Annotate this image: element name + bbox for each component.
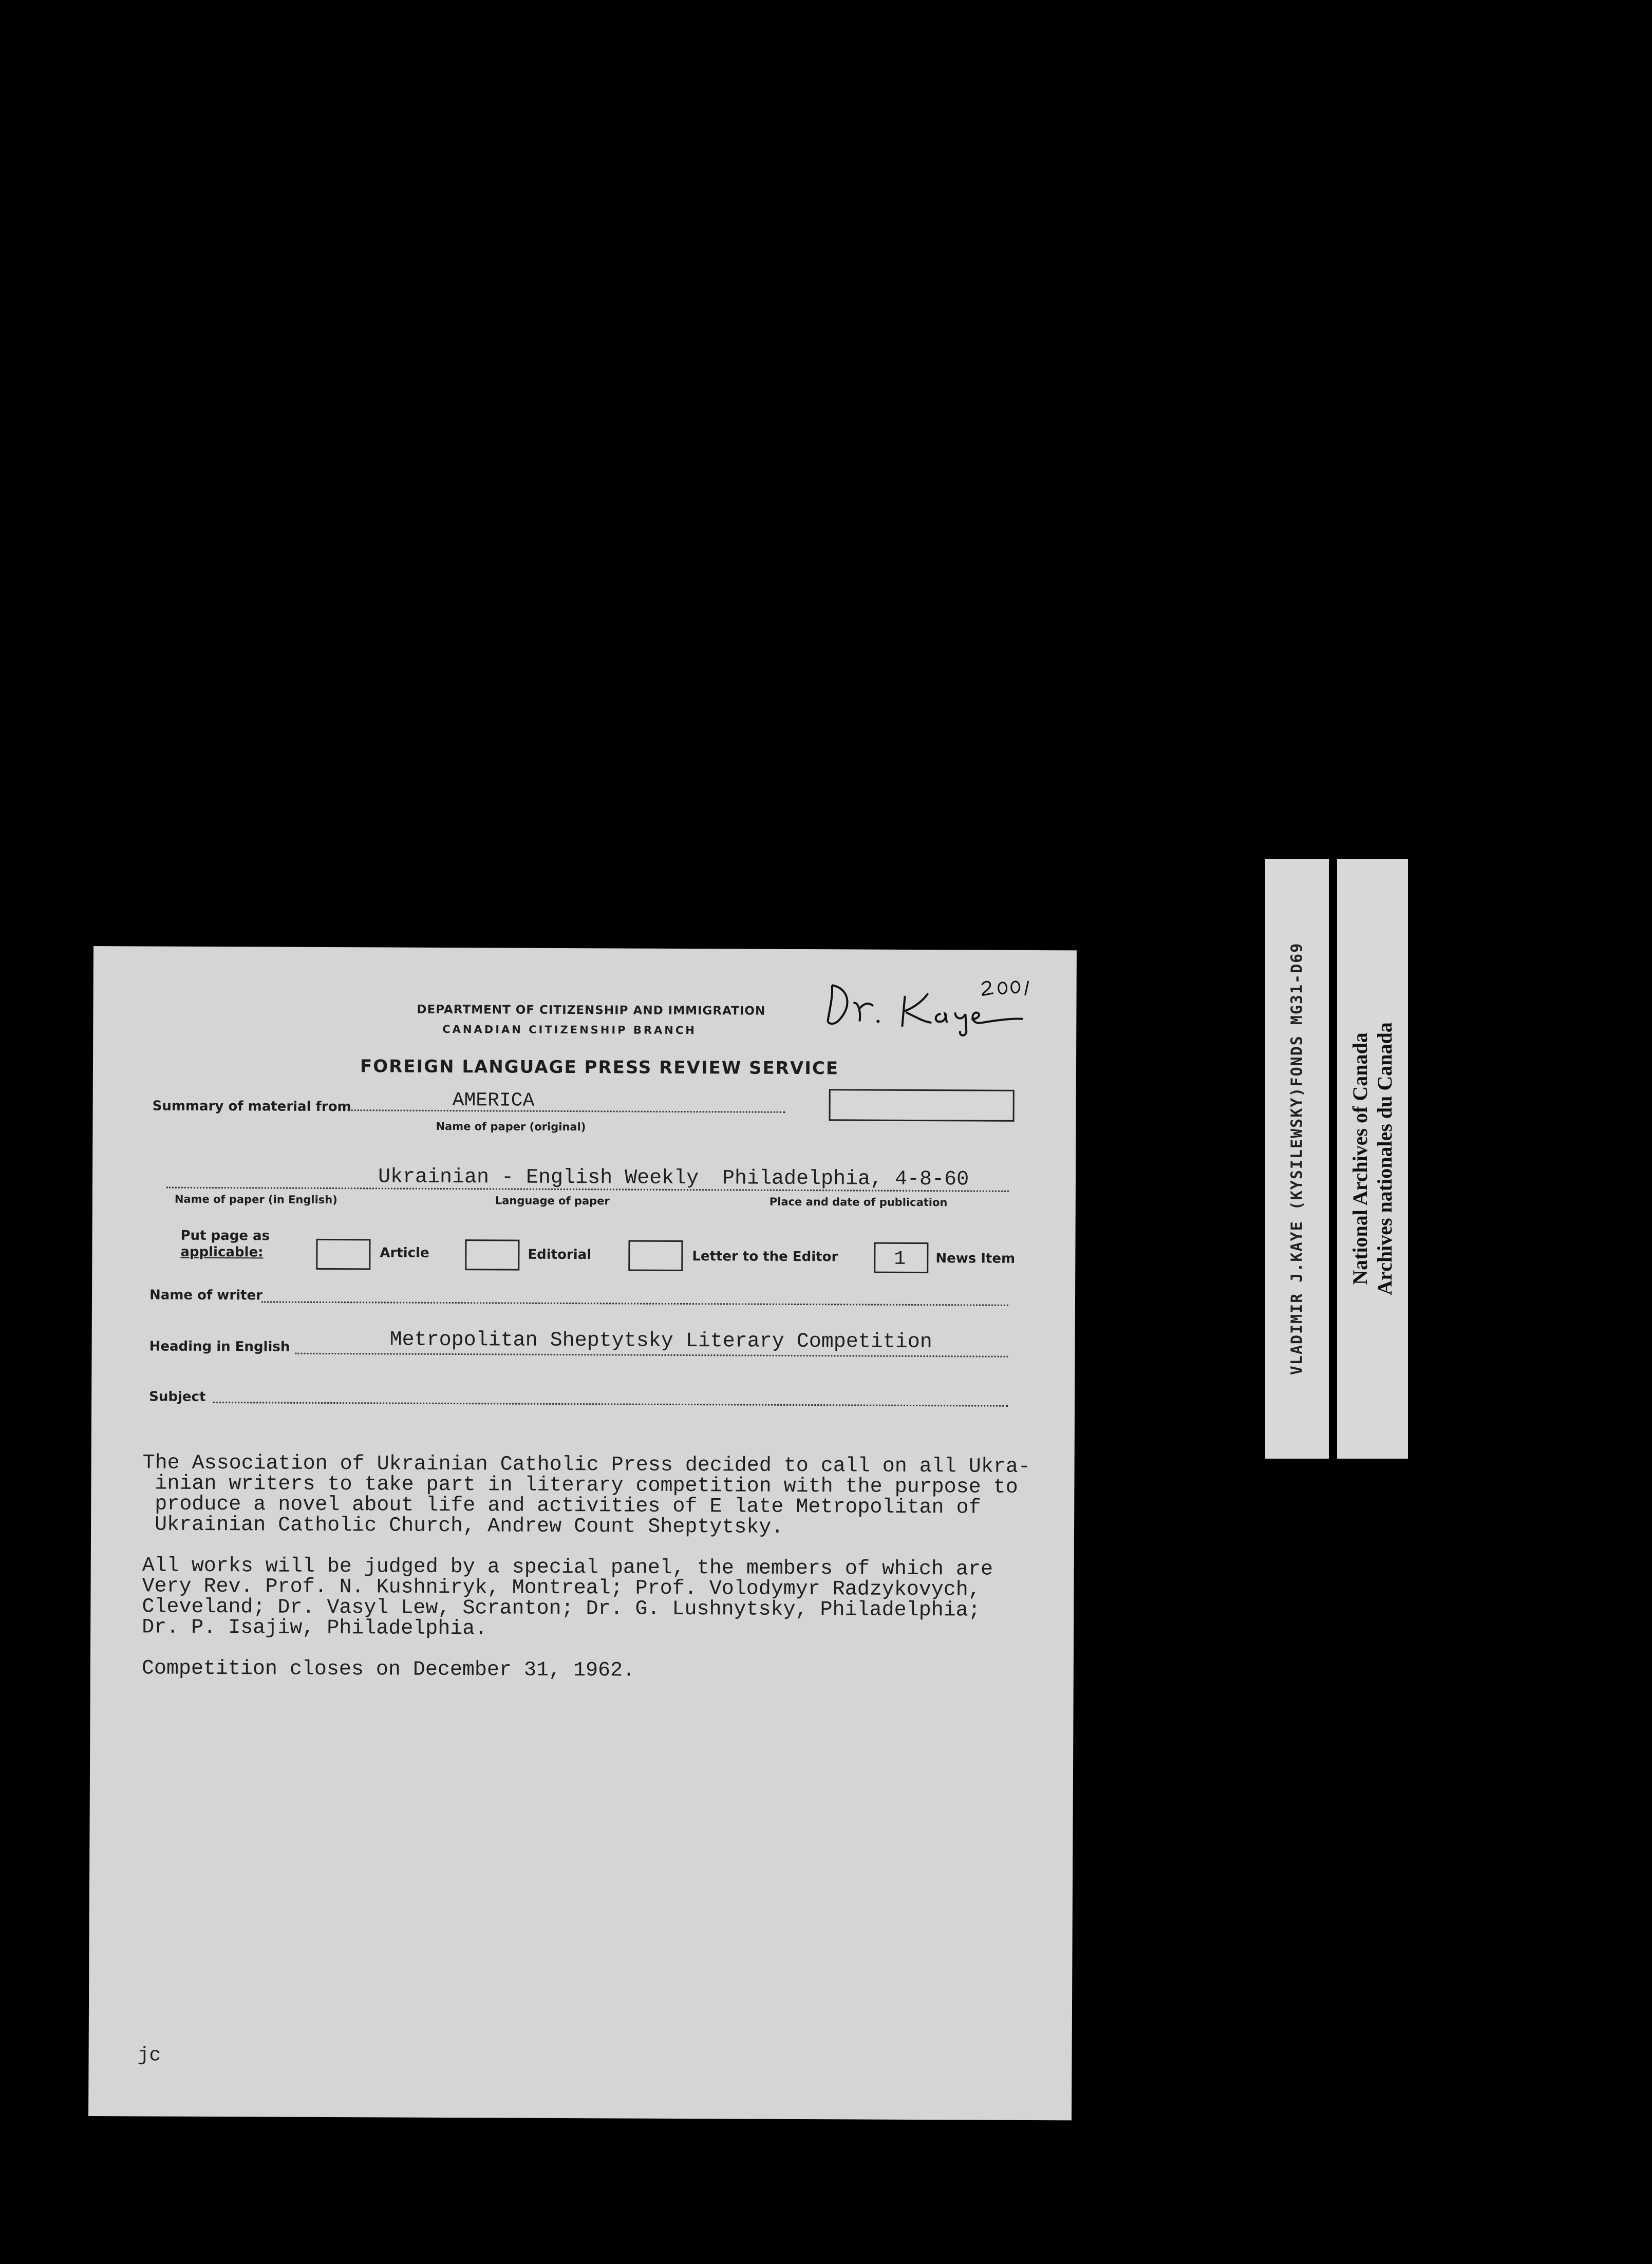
place-date-value: Philadelphia, 4-8-60 <box>722 1167 969 1192</box>
subject-label: Subject <box>149 1389 206 1405</box>
fonds-stamp-text: VLADIMIR J.KAYE (KYSILEWSKY)FONDS MG31-D69 <box>1288 942 1306 1375</box>
paper-original-value: AMERICA <box>452 1089 535 1112</box>
archives-english: National Archives of Canada <box>1348 1032 1372 1285</box>
heading-label: Heading in English <box>149 1338 290 1355</box>
review-form-page <box>88 946 1077 2120</box>
paper-original-caption: Name of paper (original) <box>436 1120 586 1134</box>
fonds-stamp <box>1265 859 1329 1459</box>
summary-label: Summary of material from <box>152 1098 351 1115</box>
article-label: Article <box>380 1245 429 1261</box>
writer-line <box>261 1301 1008 1306</box>
archives-stamp <box>1337 859 1408 1459</box>
heading-value: Metropolitan Sheptytsky Literary Competition <box>389 1328 932 1354</box>
put-page-label: Put page as <box>180 1228 270 1244</box>
news-item-mark: 1 <box>894 1248 906 1270</box>
applicable-label: applicable: <box>180 1244 264 1260</box>
news-item-label: News Item <box>935 1251 1016 1267</box>
typist-initials: jc <box>137 2044 161 2067</box>
article-checkbox[interactable] <box>316 1239 370 1270</box>
writer-label: Name of writer <box>149 1287 263 1304</box>
language-value: Ukrainian - English Weekly <box>378 1165 699 1191</box>
language-caption: Language of paper <box>495 1194 610 1208</box>
news-item-checkbox[interactable] <box>874 1242 928 1273</box>
svg-text:Dr. Kaye: Dr. Kaye <box>817 965 820 966</box>
place-date-caption: Place and date of publication <box>769 1195 948 1209</box>
editorial-label: Editorial <box>528 1247 592 1263</box>
summary-body-text: The Association of Ukrainian Catholic Press decided to call on all Ukra- inian writers to take part in literary competition with the purpose to produce a novel about life and activities of E late Metropolitan of Ukrainian Catholic Church, Andrew Count Sheptytsky. All works will be judged by a special panel, the members of which are Very Rev. Prof. N. Kushniryk, Montreal; Prof. Volodymyr Radzykovych, Cleveland; Dr. Vasyl Lew, Scranton; Dr. G. Lushnytsky, Philadelphia; Dr. P. Isajiw, Philadelphia. Competition closes on December 31, 1962. <box>141 1451 1030 1683</box>
editorial-checkbox[interactable] <box>465 1239 519 1270</box>
reference-box <box>829 1089 1015 1122</box>
letter-label: Letter to the Editor <box>692 1249 838 1265</box>
archives-french: Archives nationales du Canada <box>1373 1022 1396 1295</box>
paper-original-line <box>348 1109 785 1113</box>
letter-checkbox[interactable] <box>628 1240 683 1271</box>
branch-heading: CANADIAN CITIZENSHIP BRANCH <box>442 1023 697 1037</box>
subject-line <box>213 1402 1008 1407</box>
handwritten-signature <box>817 965 1054 1037</box>
service-title: FOREIGN LANGUAGE PRESS REVIEW SERVICE <box>360 1056 839 1079</box>
archives-stamp-text <box>1348 1022 1397 1295</box>
department-heading: DEPARTMENT OF CITIZENSHIP AND IMMIGRATION <box>417 1003 766 1018</box>
paper-english-caption: Name of paper (in English) <box>174 1193 337 1206</box>
